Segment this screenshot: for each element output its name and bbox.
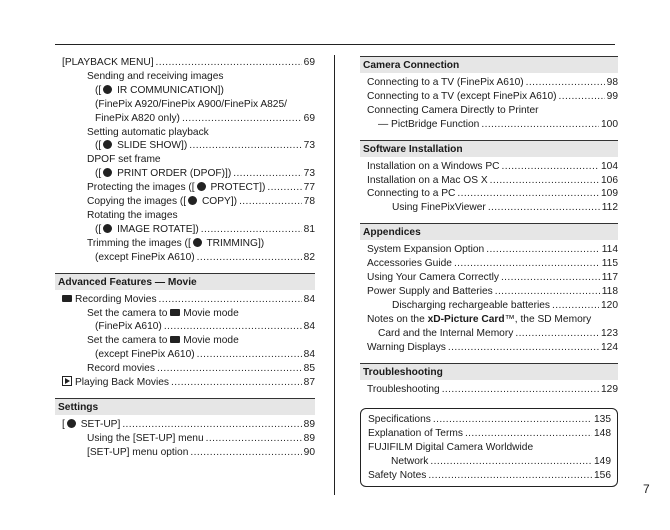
toc-entry-troubleshooting[interactable]: Troubleshooting ..... 129 [360, 383, 618, 397]
toc-entry-system-expansion[interactable]: System Expansion Option ..... 114 [360, 243, 618, 257]
toc-entry-set-camera-2[interactable]: Set the camera to Movie mode [87, 335, 239, 347]
toc-entry-set-camera-1[interactable]: Set the camera to Movie mode [87, 307, 239, 319]
slide-show-icon [103, 140, 112, 149]
toc-entry-terms[interactable]: Explanation of Terms ..... 148 [361, 427, 617, 441]
section-heading-movie: Advanced Features — Movie [55, 273, 315, 290]
toc-entry-a820[interactable]: FinePix A820 only) ..... 69 [55, 112, 315, 126]
toc-entry-copy[interactable]: Copying the images ([ COPY]) ..... 78 [55, 195, 315, 209]
toc-entry-trim[interactable]: Trimming the images ([ TRIMMING]) [87, 237, 265, 249]
toc-entry-models: (FinePix A920/FinePix A900/FinePix A825/ [95, 98, 287, 110]
toc-entry-correctly[interactable]: Using Your Camera Correctly ..... 117 [360, 271, 618, 285]
toc-entry-warning[interactable]: Warning Displays ..... 124 [360, 341, 618, 355]
setup-icon [67, 419, 76, 428]
toc-entry-slide-show[interactable]: ([ SLIDE SHOW]) ..... 73 [55, 139, 315, 153]
movie-mode-icon [170, 309, 180, 316]
section-heading-troubleshooting: Troubleshooting [360, 363, 618, 380]
movie-mode-icon [170, 336, 180, 343]
toc-entry-except-a610[interactable]: (except FinePix A610) ..... 84 [55, 348, 315, 362]
toc-entry-pc[interactable]: Connecting to a PC ..... 109 [360, 187, 618, 201]
toc-entry-using-setup[interactable]: Using the [SET-UP] menu ..... 89 [55, 432, 315, 446]
protect-icon [197, 182, 206, 191]
section-heading-appendices: Appendices [360, 223, 618, 240]
column-divider [334, 55, 335, 495]
toc-entry-record-movies[interactable]: Record movies ..... 85 [55, 362, 315, 376]
toc-entry-a610[interactable]: (FinePix A610) ..... 84 [55, 320, 315, 334]
toc-entry-ir[interactable]: ([ IR COMMUNICATION]) [95, 84, 224, 96]
top-rule [55, 44, 615, 45]
toc-entry-setup[interactable]: [ SET-UP] ..... 89 [55, 418, 315, 432]
toc-entry-recording-movies[interactable]: Recording Movies ..... 84 [55, 293, 315, 307]
toc-entry-card-memory[interactable]: Card and the Internal Memory ..... 123 [360, 327, 618, 341]
section-heading-settings: Settings [55, 398, 315, 415]
toc-entry-pictbridge[interactable]: — PictBridge Function ..... 100 [360, 118, 618, 132]
toc-entry-print-order[interactable]: ([ PRINT ORDER (DPOF)]) ..... 73 [55, 167, 315, 181]
toc-right-column [360, 56, 618, 487]
toc-entry-image-rotate[interactable]: ([ IMAGE ROTATE]) ..... 81 [55, 223, 315, 237]
toc-entry-printer[interactable]: Connecting Camera Directly to Printer [367, 104, 539, 116]
image-rotate-icon [103, 224, 112, 233]
toc-entry-mac[interactable]: Installation on a Mac OS X ..... 106 [360, 174, 618, 188]
toc-entry-tv-a610[interactable]: Connecting to a TV (FinePix A610) ..... 98 [360, 76, 618, 90]
toc-entry-accessories[interactable]: Accessories Guide ..... 115 [360, 257, 618, 271]
ir-communication-icon [103, 85, 112, 94]
section-heading-camera-connection: Camera Connection [360, 56, 618, 73]
copy-icon [188, 196, 197, 205]
toc-entry-fujifilm[interactable]: FUJIFILM Digital Camera Worldwide [368, 442, 534, 454]
toc-entry-network[interactable]: Network ..... 149 [361, 455, 617, 469]
toc-box [360, 408, 618, 487]
toc-entry-rotate[interactable]: Rotating the images [87, 209, 178, 221]
toc-entry-notes[interactable]: Notes on the xD-Picture Card™, the SD Memory [367, 313, 592, 325]
movie-mode-icon [62, 295, 72, 302]
page-number: 7 [643, 482, 650, 496]
playback-icon [62, 376, 72, 386]
toc-entry-dpof[interactable]: DPOF set frame [87, 154, 161, 166]
toc-entry-trim-except[interactable]: (except FinePix A610) ..... 82 [55, 251, 315, 265]
toc-entry-setup-option[interactable]: [SET-UP] menu option ..... 90 [55, 446, 315, 460]
toc-left-column [55, 56, 315, 460]
toc-entry-tv-except[interactable]: Connecting to a TV (except FinePix A610) ..... 99 [360, 90, 618, 104]
toc-entry-send-receive[interactable]: Sending and receiving images [87, 70, 224, 82]
section-heading-software: Software Installation [360, 140, 618, 157]
toc-entry-playing-movies[interactable]: Playing Back Movies ..... 87 [55, 376, 315, 390]
trimming-icon [193, 238, 202, 247]
print-order-icon [103, 168, 112, 177]
toc-entry-protect[interactable]: Protecting the images ([ PROTECT]) ..... 77 [55, 181, 315, 195]
toc-entry-power[interactable]: Power Supply and Batteries ..... 118 [360, 285, 618, 299]
toc-entry-viewer[interactable]: Using FinePixViewer ..... 112 [360, 201, 618, 215]
toc-entry-safety[interactable]: Safety Notes ..... 156 [361, 469, 617, 483]
toc-entry-discharging[interactable]: Discharging rechargeable batteries ..... 120 [360, 299, 618, 313]
toc-entry-windows[interactable]: Installation on a Windows PC ..... 104 [360, 160, 618, 174]
toc-entry-specifications[interactable]: Specifications ..... 135 [361, 413, 617, 427]
toc-entry-playback-menu[interactable]: [PLAYBACK MENU] ..... 69 [55, 56, 315, 70]
toc-entry-autoplay[interactable]: Setting automatic playback [87, 126, 209, 138]
